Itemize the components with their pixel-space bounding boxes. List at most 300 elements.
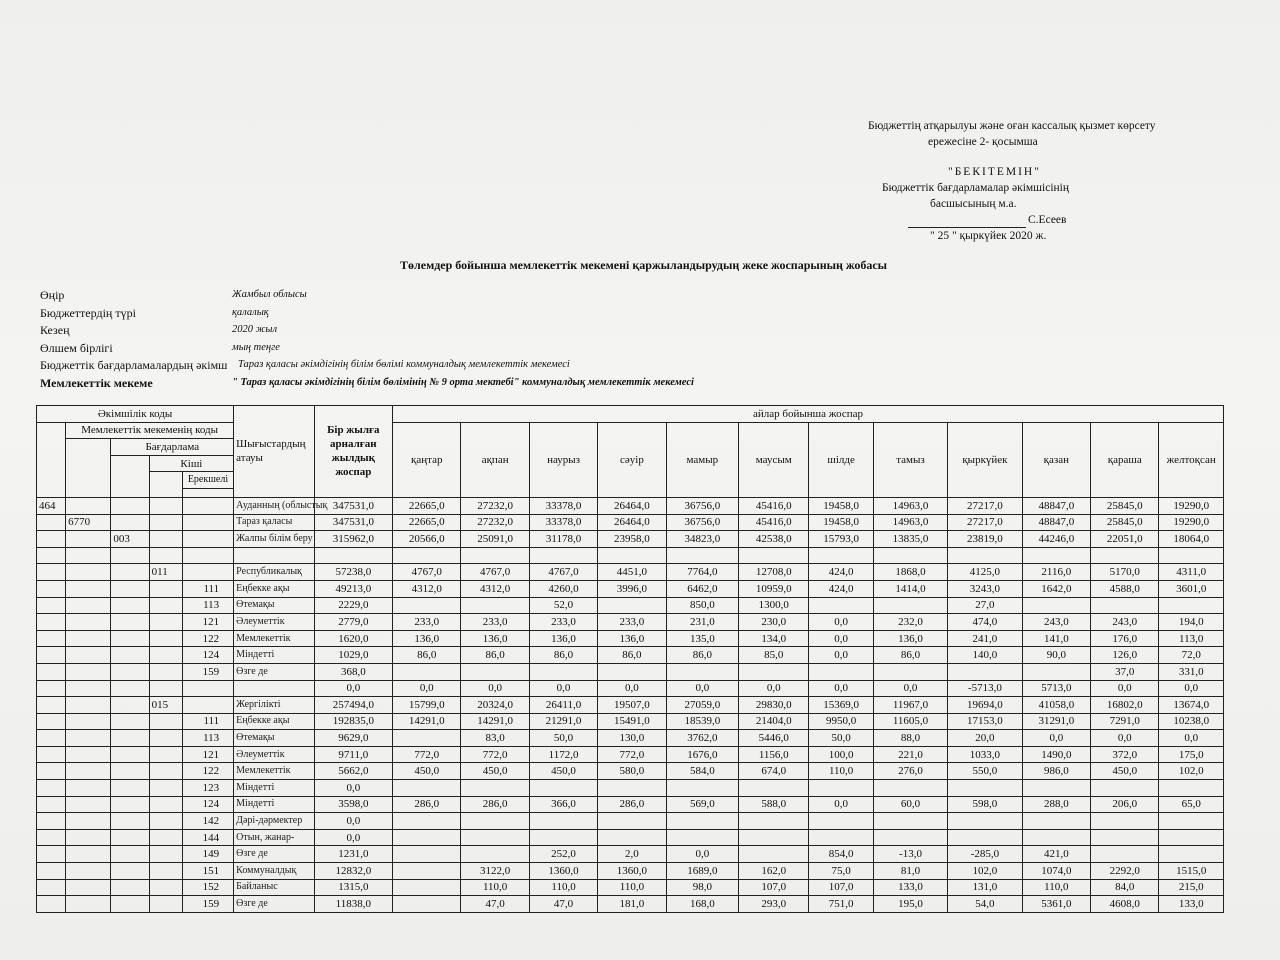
month-value-cell: 86,0 bbox=[393, 647, 461, 664]
month-value-cell bbox=[461, 547, 529, 564]
month-value-cell bbox=[598, 663, 666, 680]
month-value-cell bbox=[1091, 547, 1159, 564]
code-cell bbox=[111, 829, 149, 846]
code-cell bbox=[111, 597, 149, 614]
month-value-cell: 42538,0 bbox=[739, 531, 809, 548]
code-cell bbox=[66, 763, 111, 780]
month-value-cell: 10238,0 bbox=[1159, 713, 1224, 730]
table-row bbox=[37, 647, 1224, 664]
code-cell: 152 bbox=[182, 879, 233, 896]
table-row bbox=[37, 780, 1224, 797]
month-value-cell: 4608,0 bbox=[1091, 896, 1159, 913]
code-cell bbox=[37, 780, 66, 797]
month-value-cell: 36756,0 bbox=[666, 497, 738, 514]
month-value-cell: 3601,0 bbox=[1159, 580, 1224, 597]
meta-row-region bbox=[40, 288, 800, 306]
month-value-cell: 0,0 bbox=[809, 614, 873, 631]
month-value-cell bbox=[1159, 547, 1224, 564]
month-value-cell: 195,0 bbox=[873, 896, 947, 913]
month-value-cell: 86,0 bbox=[461, 647, 529, 664]
month-value-cell: 424,0 bbox=[809, 580, 873, 597]
month-value-cell: 3762,0 bbox=[666, 730, 738, 747]
code-cell: 011 bbox=[149, 564, 182, 581]
month-value-cell: 21404,0 bbox=[739, 713, 809, 730]
month-value-cell bbox=[948, 829, 1022, 846]
annual-plan-cell: 1620,0 bbox=[314, 630, 392, 647]
month-value-cell: 27217,0 bbox=[948, 497, 1022, 514]
month-value-cell: 450,0 bbox=[461, 763, 529, 780]
expense-name-cell: Әлеуметтік bbox=[234, 746, 314, 763]
month-value-cell: 850,0 bbox=[666, 597, 738, 614]
code-cell bbox=[182, 680, 233, 697]
month-value-cell: 14291,0 bbox=[393, 713, 461, 730]
code-cell: 015 bbox=[149, 697, 182, 714]
month-header: сәуір bbox=[598, 422, 666, 497]
expense-name-cell: Жалпы білім беру bbox=[234, 531, 314, 548]
annual-plan-cell: 3598,0 bbox=[314, 796, 392, 813]
month-value-cell: 33378,0 bbox=[529, 497, 597, 514]
month-value-cell: 421,0 bbox=[1022, 846, 1090, 863]
month-value-cell bbox=[393, 879, 461, 896]
month-header: шілде bbox=[809, 422, 873, 497]
annual-plan-cell: 2229,0 bbox=[314, 597, 392, 614]
month-value-cell: 4767,0 bbox=[461, 564, 529, 581]
code-cell bbox=[37, 647, 66, 664]
header-expense-name: Шығыстардың атауы bbox=[234, 406, 314, 498]
table-row bbox=[37, 879, 1224, 896]
month-value-cell: 286,0 bbox=[393, 796, 461, 813]
code-cell bbox=[111, 497, 149, 514]
month-value-cell: 1360,0 bbox=[598, 863, 666, 880]
month-value-cell bbox=[529, 547, 597, 564]
month-value-cell: 233,0 bbox=[461, 614, 529, 631]
code-cell bbox=[111, 863, 149, 880]
annual-plan-cell bbox=[314, 547, 392, 564]
month-value-cell: 9950,0 bbox=[809, 713, 873, 730]
expense-name-cell: Дәрі-дәрмектер bbox=[234, 813, 314, 830]
month-value-cell: 22665,0 bbox=[393, 497, 461, 514]
month-header: тамыз bbox=[873, 422, 947, 497]
signer-position-line1: Бюджеттік бағдарламалар әкімшісінің bbox=[882, 182, 1070, 194]
month-value-cell: 31178,0 bbox=[529, 531, 597, 548]
expense-name-cell: Ауданның (облыстық bbox=[234, 497, 314, 514]
code-cell bbox=[66, 730, 111, 747]
table-row bbox=[37, 597, 1224, 614]
code-cell bbox=[66, 531, 111, 548]
month-value-cell: 4312,0 bbox=[393, 580, 461, 597]
code-cell bbox=[149, 896, 182, 913]
month-value-cell bbox=[393, 846, 461, 863]
month-value-cell: 65,0 bbox=[1159, 796, 1224, 813]
table-row bbox=[37, 846, 1224, 863]
month-value-cell: 232,0 bbox=[873, 614, 947, 631]
month-value-cell bbox=[809, 597, 873, 614]
header-admin-code: Әкімшілік коды bbox=[37, 406, 234, 423]
month-value-cell: 126,0 bbox=[1091, 647, 1159, 664]
month-value-cell: 6462,0 bbox=[666, 580, 738, 597]
annual-plan-cell: 12832,0 bbox=[314, 863, 392, 880]
code-cell bbox=[37, 896, 66, 913]
code-cell bbox=[66, 896, 111, 913]
code-cell bbox=[37, 663, 66, 680]
month-value-cell bbox=[1022, 597, 1090, 614]
annual-plan-cell: 9711,0 bbox=[314, 746, 392, 763]
signer-position-line2: басшысының м.а. bbox=[930, 198, 1017, 210]
month-value-cell: 4451,0 bbox=[598, 564, 666, 581]
code-cell bbox=[149, 829, 182, 846]
month-value-cell bbox=[393, 730, 461, 747]
month-value-cell: 86,0 bbox=[529, 647, 597, 664]
month-value-cell: 0,0 bbox=[1022, 730, 1090, 747]
month-value-cell: 19507,0 bbox=[598, 697, 666, 714]
month-value-cell bbox=[1022, 663, 1090, 680]
month-value-cell: 47,0 bbox=[529, 896, 597, 913]
meta-value: Жамбыл облысы bbox=[232, 289, 307, 300]
month-header: қазан bbox=[1022, 422, 1090, 497]
code-cell bbox=[182, 531, 233, 548]
month-value-cell: 1414,0 bbox=[873, 580, 947, 597]
annual-plan-cell: 9629,0 bbox=[314, 730, 392, 747]
month-value-cell bbox=[1022, 829, 1090, 846]
code-cell bbox=[149, 597, 182, 614]
month-value-cell: 221,0 bbox=[873, 746, 947, 763]
annual-plan-cell: 11838,0 bbox=[314, 896, 392, 913]
code-cell bbox=[66, 879, 111, 896]
month-value-cell: 5446,0 bbox=[739, 730, 809, 747]
month-value-cell: 230,0 bbox=[739, 614, 809, 631]
month-value-cell bbox=[393, 780, 461, 797]
month-value-cell: 0,0 bbox=[809, 630, 873, 647]
code-cell bbox=[37, 580, 66, 597]
month-value-cell: 288,0 bbox=[1022, 796, 1090, 813]
month-value-cell: 110,0 bbox=[598, 879, 666, 896]
month-value-cell: 588,0 bbox=[739, 796, 809, 813]
code-cell: 122 bbox=[182, 763, 233, 780]
month-value-cell bbox=[598, 813, 666, 830]
meta-value: 2020 жыл bbox=[232, 324, 278, 335]
annual-plan-cell: 347531,0 bbox=[314, 514, 392, 531]
month-value-cell: 131,0 bbox=[948, 879, 1022, 896]
month-value-cell: 0,0 bbox=[529, 680, 597, 697]
table-row bbox=[37, 713, 1224, 730]
month-value-cell bbox=[1159, 829, 1224, 846]
month-value-cell: 1515,0 bbox=[1159, 863, 1224, 880]
header-blank bbox=[149, 472, 182, 498]
code-cell bbox=[66, 829, 111, 846]
code-cell bbox=[149, 879, 182, 896]
code-cell bbox=[66, 647, 111, 664]
code-cell bbox=[182, 497, 233, 514]
month-value-cell: 136,0 bbox=[598, 630, 666, 647]
month-value-cell: 1642,0 bbox=[1022, 580, 1090, 597]
code-cell bbox=[111, 680, 149, 697]
month-value-cell: 22665,0 bbox=[393, 514, 461, 531]
month-value-cell: 243,0 bbox=[1091, 614, 1159, 631]
code-cell bbox=[37, 846, 66, 863]
expense-name-cell: Мемлекеттік bbox=[234, 763, 314, 780]
month-value-cell bbox=[1159, 813, 1224, 830]
code-cell bbox=[111, 730, 149, 747]
code-cell bbox=[111, 630, 149, 647]
code-cell: 113 bbox=[182, 597, 233, 614]
month-value-cell bbox=[598, 829, 666, 846]
month-value-cell: 52,0 bbox=[529, 597, 597, 614]
table-row bbox=[37, 580, 1224, 597]
month-value-cell bbox=[393, 829, 461, 846]
month-value-cell: -13,0 bbox=[873, 846, 947, 863]
month-value-cell: 37,0 bbox=[1091, 663, 1159, 680]
meta-row-administrator bbox=[40, 358, 800, 376]
expense-name-cell: Коммуналдық bbox=[234, 863, 314, 880]
month-value-cell: 102,0 bbox=[948, 863, 1022, 880]
month-value-cell: 772,0 bbox=[461, 746, 529, 763]
signature-line bbox=[860, 212, 1180, 228]
financing-plan-table bbox=[36, 405, 1224, 913]
annual-plan-cell: 5662,0 bbox=[314, 763, 392, 780]
month-value-cell bbox=[1091, 780, 1159, 797]
code-cell bbox=[37, 713, 66, 730]
month-value-cell bbox=[948, 663, 1022, 680]
month-value-cell: 0,0 bbox=[393, 680, 461, 697]
month-value-cell: 0,0 bbox=[1159, 680, 1224, 697]
month-value-cell: 194,0 bbox=[1159, 614, 1224, 631]
month-value-cell bbox=[739, 829, 809, 846]
code-cell: 111 bbox=[182, 580, 233, 597]
month-value-cell: 4311,0 bbox=[1159, 564, 1224, 581]
expense-name-cell: Еңбекке ақы bbox=[234, 713, 314, 730]
month-value-cell: 0,0 bbox=[1091, 730, 1159, 747]
month-value-cell bbox=[529, 829, 597, 846]
month-value-cell: 75,0 bbox=[809, 863, 873, 880]
expense-name-cell: Өтемақы bbox=[234, 597, 314, 614]
month-value-cell bbox=[739, 846, 809, 863]
month-value-cell bbox=[1022, 780, 1090, 797]
code-cell bbox=[66, 547, 111, 564]
month-value-cell bbox=[461, 846, 529, 863]
expense-name-cell: Өзге де bbox=[234, 663, 314, 680]
month-value-cell: 1300,0 bbox=[739, 597, 809, 614]
approval-block bbox=[860, 118, 1180, 244]
annual-plan-cell: 49213,0 bbox=[314, 580, 392, 597]
code-cell bbox=[37, 614, 66, 631]
month-value-cell: 27059,0 bbox=[666, 697, 738, 714]
month-value-cell: 7291,0 bbox=[1091, 713, 1159, 730]
code-cell bbox=[66, 697, 111, 714]
month-value-cell: 19458,0 bbox=[809, 497, 873, 514]
expense-name-cell: Міндетті bbox=[234, 647, 314, 664]
month-value-cell: 206,0 bbox=[1091, 796, 1159, 813]
table-row bbox=[37, 763, 1224, 780]
month-value-cell: 1074,0 bbox=[1022, 863, 1090, 880]
code-cell bbox=[37, 746, 66, 763]
table-row bbox=[37, 614, 1224, 631]
month-value-cell: 34823,0 bbox=[666, 531, 738, 548]
expense-name-cell: Отын, жанар- bbox=[234, 829, 314, 846]
month-value-cell bbox=[809, 829, 873, 846]
table-row bbox=[37, 497, 1224, 514]
month-value-cell: 44246,0 bbox=[1022, 531, 1090, 548]
code-cell bbox=[37, 630, 66, 647]
month-value-cell: 12708,0 bbox=[739, 564, 809, 581]
month-value-cell: 1172,0 bbox=[529, 746, 597, 763]
document-title: Төлемдер бойынша мемлекеттік мекемені қаржыландырудың жеке жоспарының жобасы bbox=[400, 258, 888, 272]
expense-name-cell bbox=[234, 680, 314, 697]
code-cell bbox=[37, 829, 66, 846]
code-cell bbox=[149, 780, 182, 797]
month-value-cell: 141,0 bbox=[1022, 630, 1090, 647]
month-value-cell: 19290,0 bbox=[1159, 497, 1224, 514]
month-value-cell bbox=[598, 547, 666, 564]
table-row bbox=[37, 630, 1224, 647]
meta-value: мың теңге bbox=[232, 341, 280, 353]
month-value-cell: 175,0 bbox=[1159, 746, 1224, 763]
meta-row-period bbox=[40, 323, 800, 341]
rule-reference-line1: Бюджеттің атқарылуы және оған кассалық қызмет көрсету bbox=[868, 120, 1156, 132]
meta-row-budget-type bbox=[40, 306, 800, 324]
month-value-cell: 293,0 bbox=[739, 896, 809, 913]
code-cell bbox=[111, 746, 149, 763]
month-value-cell: 26464,0 bbox=[598, 497, 666, 514]
month-value-cell: -5713,0 bbox=[948, 680, 1022, 697]
expense-name-cell: Өзге де bbox=[234, 846, 314, 863]
month-value-cell: 20566,0 bbox=[393, 531, 461, 548]
month-value-cell: 168,0 bbox=[666, 896, 738, 913]
month-value-cell: 86,0 bbox=[666, 647, 738, 664]
month-value-cell: 100,0 bbox=[809, 746, 873, 763]
month-value-cell: 1033,0 bbox=[948, 746, 1022, 763]
metadata-list bbox=[40, 288, 800, 393]
month-value-cell: 72,0 bbox=[1159, 647, 1224, 664]
month-value-cell: 0,0 bbox=[1159, 730, 1224, 747]
month-value-cell: 0,0 bbox=[809, 647, 873, 664]
month-value-cell: 3243,0 bbox=[948, 580, 1022, 597]
expense-name-cell: Тараз қаласы bbox=[234, 514, 314, 531]
month-value-cell bbox=[809, 813, 873, 830]
meta-label: Кезең bbox=[40, 323, 70, 337]
expense-name-cell: Жергілікті bbox=[234, 697, 314, 714]
expense-name-cell: Өтемақы bbox=[234, 730, 314, 747]
month-header: маусым bbox=[739, 422, 809, 497]
code-cell bbox=[111, 647, 149, 664]
month-value-cell: 1868,0 bbox=[873, 564, 947, 581]
code-cell bbox=[37, 796, 66, 813]
code-cell: 124 bbox=[182, 796, 233, 813]
month-value-cell: 10959,0 bbox=[739, 580, 809, 597]
month-value-cell: 0,0 bbox=[809, 796, 873, 813]
month-value-cell bbox=[873, 597, 947, 614]
code-cell bbox=[149, 547, 182, 564]
code-cell bbox=[66, 580, 111, 597]
code-cell: 6770 bbox=[66, 514, 111, 531]
table-row bbox=[37, 829, 1224, 846]
code-cell bbox=[66, 597, 111, 614]
month-value-cell: 110,0 bbox=[529, 879, 597, 896]
code-cell: 003 bbox=[111, 531, 149, 548]
code-cell: 159 bbox=[182, 663, 233, 680]
header-blank bbox=[66, 439, 111, 498]
month-value-cell: 27232,0 bbox=[461, 497, 529, 514]
month-value-cell: 27217,0 bbox=[948, 514, 1022, 531]
month-value-cell: 27,0 bbox=[948, 597, 1022, 614]
expense-name-cell: Өзге де bbox=[234, 896, 314, 913]
month-value-cell: 18064,0 bbox=[1159, 531, 1224, 548]
month-value-cell: 107,0 bbox=[739, 879, 809, 896]
meta-label: Өлшем бірлігі bbox=[40, 340, 113, 355]
month-value-cell: 450,0 bbox=[1091, 763, 1159, 780]
month-value-cell: 450,0 bbox=[393, 763, 461, 780]
code-cell bbox=[37, 597, 66, 614]
month-value-cell: 113,0 bbox=[1159, 630, 1224, 647]
table-row bbox=[37, 514, 1224, 531]
code-cell: 151 bbox=[182, 863, 233, 880]
month-header: ақпан bbox=[461, 422, 529, 497]
month-value-cell: 26411,0 bbox=[529, 697, 597, 714]
month-value-cell: 25091,0 bbox=[461, 531, 529, 548]
month-value-cell: 4767,0 bbox=[529, 564, 597, 581]
annual-plan-cell: 0,0 bbox=[314, 680, 392, 697]
month-value-cell bbox=[873, 663, 947, 680]
code-cell bbox=[149, 531, 182, 548]
month-value-cell: 772,0 bbox=[598, 746, 666, 763]
month-value-cell bbox=[461, 829, 529, 846]
month-value-cell: 48847,0 bbox=[1022, 497, 1090, 514]
expense-name-cell: Байланыс bbox=[234, 879, 314, 896]
code-cell bbox=[66, 746, 111, 763]
month-value-cell: 136,0 bbox=[873, 630, 947, 647]
month-value-cell: 7764,0 bbox=[666, 564, 738, 581]
code-cell bbox=[149, 763, 182, 780]
month-value-cell bbox=[948, 780, 1022, 797]
month-value-cell: 1676,0 bbox=[666, 746, 738, 763]
month-value-cell bbox=[393, 813, 461, 830]
month-value-cell: 13674,0 bbox=[1159, 697, 1224, 714]
month-header: желтоқсан bbox=[1159, 422, 1224, 497]
month-value-cell: 366,0 bbox=[529, 796, 597, 813]
month-value-cell: 25845,0 bbox=[1091, 514, 1159, 531]
month-value-cell: 5361,0 bbox=[1022, 896, 1090, 913]
month-value-cell: 45416,0 bbox=[739, 497, 809, 514]
meta-label: Бюджеттердің түрі bbox=[40, 305, 136, 320]
code-cell: 159 bbox=[182, 896, 233, 913]
month-value-cell: 241,0 bbox=[948, 630, 1022, 647]
month-value-cell bbox=[461, 813, 529, 830]
rule-reference-line2: ережесіне 2- қосымша bbox=[928, 136, 1038, 148]
month-value-cell: 4125,0 bbox=[948, 564, 1022, 581]
month-value-cell: 29830,0 bbox=[739, 697, 809, 714]
code-cell bbox=[149, 647, 182, 664]
month-value-cell bbox=[739, 813, 809, 830]
month-value-cell bbox=[666, 663, 738, 680]
month-value-cell bbox=[739, 780, 809, 797]
month-value-cell: 0,0 bbox=[1091, 680, 1159, 697]
table-row bbox=[37, 697, 1224, 714]
month-value-cell: 60,0 bbox=[873, 796, 947, 813]
code-cell bbox=[149, 863, 182, 880]
code-cell bbox=[149, 796, 182, 813]
month-value-cell: 136,0 bbox=[393, 630, 461, 647]
expense-name-cell: Міндетті bbox=[234, 780, 314, 797]
month-value-cell: 136,0 bbox=[461, 630, 529, 647]
code-cell bbox=[149, 497, 182, 514]
code-cell bbox=[111, 547, 149, 564]
month-value-cell: 0,0 bbox=[873, 680, 947, 697]
month-value-cell bbox=[461, 663, 529, 680]
header-blank bbox=[111, 455, 149, 497]
code-cell bbox=[149, 746, 182, 763]
header-blank bbox=[182, 488, 233, 497]
month-value-cell bbox=[809, 780, 873, 797]
code-cell bbox=[37, 863, 66, 880]
